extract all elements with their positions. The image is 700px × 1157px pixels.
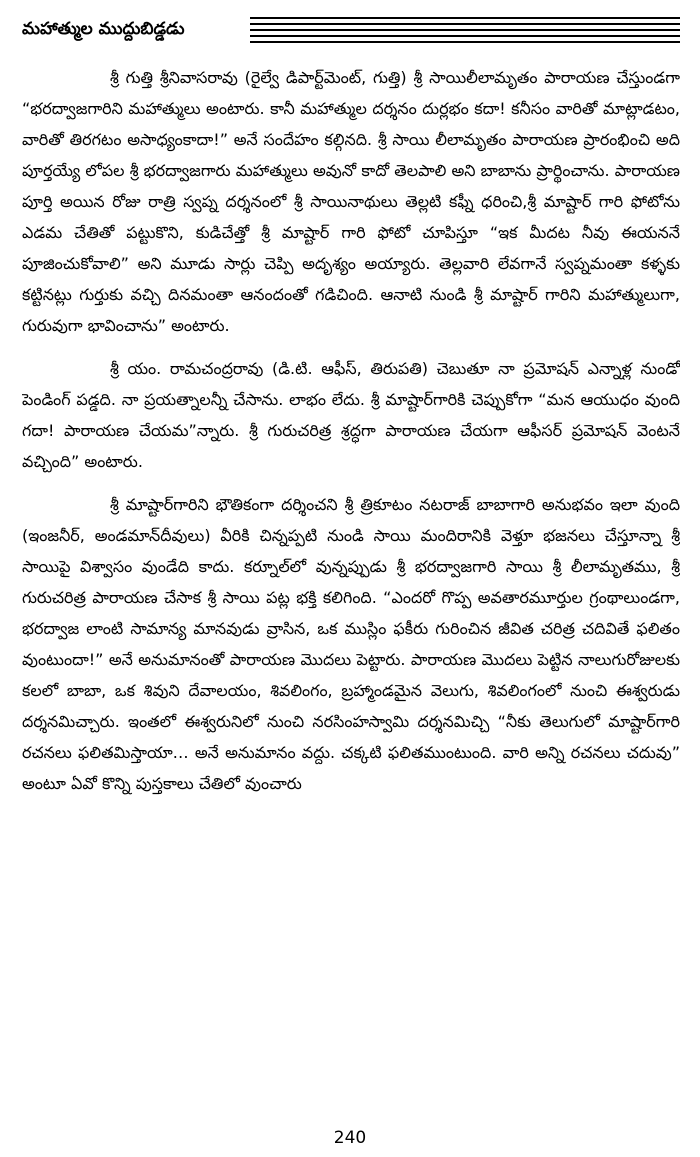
header-rule [250, 41, 680, 43]
header-rule [250, 23, 680, 25]
header-rule [250, 35, 680, 37]
book-title: మహాత్ముల ముద్దుబిడ్డడు [22, 19, 185, 39]
paragraph: శ్రీ యం. రామచంద్రరావు (డి.టి. ఆఫీస్, తిరుపతి) చెబుతూ నా ప్రమోషన్ ఎన్నాళ్ల నుండో పెండింగ్ పడ్డది. నా ప్రయత్నాలన్నీ చేసాను. లాభం లేదు. శ్రీ మాష్టార్‌గారికి చెప్పుకోగా “మన ఆయుధం వుంది గదా! పారాయణ చేయమ”న్నారు. శ్రీ గురుచరిత్ర శ్రద్ధగా పారాయణ చేయగా ఆఫీసర్ ప్రమోషన్ వెంటనే వచ్చింది” అంటారు. [22, 359, 680, 471]
paragraph: శ్రీ మాష్టార్‌గారిని భౌతికంగా దర్శించని శ్రీ త్రికూటం నటరాజ్ బాబాగారి అనుభవం ఇలా వుంది (ఇంజనీర్, అండమాన్‌దీవులు) వీరికి చిన్నప్పటి నుండి సాయి మందిరానికి వెళ్తూ భజనలు చేస్తూన్నా శ్రీ సాయిపై విశ్వాసం వుండేది కాదు. కర్నూల్‌లో వున్నప్పుడు శ్రీ భరద్వాజగారి సాయి శ్రీ లీలామృతము, శ్రీ గురుచరిత్ర పారాయణ చేసాక శ్రీ సాయి పట్ల భక్తి కలిగింది. “ఎందరో గొప్ప అవతారమూర్తుల గ్రంథాలుండగా, భరద్వాజ లాంటి సామాన్య మానవుడు వ్రాసిన, ఒక ముస్లిం ఫకీరు గురించిన జీవిత చరిత్ర చదివితే ఫలితం వుంటుందా!” అనే అనుమానంతో పారాయణ మొదలు పెట్టారు. పారాయణ మొదలు పెట్టిన నాలుగురోజులకు కలలో బాబా, ఒక శివుని దేవాలయం, శివలింగం, బ్రహ్మాండమైన వెలుగు, శివలింగంలో నుంచి ఈశ్వరుడు దర్శనమిచ్చారు. ఇంతలో ఈశ్వరునిలో నుంచి నరసింహస్వామి దర్శనమిచ్చి “నీకు తెలుగులో మాష్టార్‌గారి రచనలు ఫలితమిస్తాయా… అనే అనుమానం వద్దు. చక్కటి ఫలితముంటుంది. వారి అన్ని రచనలు చదువు” అంటూ ఏవో కొన్ని పుస్తకాలు చేతిలో వుంచారు [22, 495, 680, 793]
running-header [22, 10, 680, 48]
header-rule [250, 17, 680, 19]
body-text [22, 62, 680, 1122]
page-number: 240 [333, 1128, 367, 1148]
paragraph: శ్రీ గుత్తి శ్రీనివాసరావు (రైల్వే డిపార్ట్‌మెంట్, గుత్తి) శ్రీ సాయిలీలామృతం పారాయణ చేస్తుండగా “భరద్వాజగారిని మహాత్ములు అంటారు. కానీ మహాత్ముల దర్శనం దుర్లభం కదా! కనీసం వారితో మాట్లాడటం, వారితో తిరగటం అసాధ్యంకాదా!” అనే సందేహం కల్గినది. శ్రీ సాయి లీలామృతం పారాయణ ప్రారంభించి అది పూర్తయ్యే లోపల శ్రీ భరద్వాజగారు మహాత్ములు అవునో కాదో తెలపాలి అని బాబాను ప్రార్థించాను. పారాయణ పూర్తి అయిన రోజు రాత్రి స్వప్న దర్శనంలో శ్రీ సాయినాథులు తెల్లటి కఫ్నీ ధరించి,శ్రీ మాష్టార్ గారి ఫోటోను ఎడమ చేతితో పట్టుకొని, కుడిచేత్తో శ్రీ మాష్టార్ గారి ఫోటో చూపిస్తూ “ఇక మీదట నీవు ఈయననే పూజించుకోవాలి” అని మూడు సార్లు చెప్పి అదృశ్యం అయ్యారు. తెల్లవారి లేవగానే స్వప్నమంతా కళ్ళకు కట్టినట్లు గుర్తుకు వచ్చి దినమంతా ఆనందంతో గడిచింది. ఆనాటి నుండి శ్రీ మాష్టార్ గారిని మహాత్ములుగా, గురువుగా భావించాను” అంటారు. [22, 68, 680, 335]
header-rules [250, 17, 680, 43]
header-rule [250, 29, 680, 31]
